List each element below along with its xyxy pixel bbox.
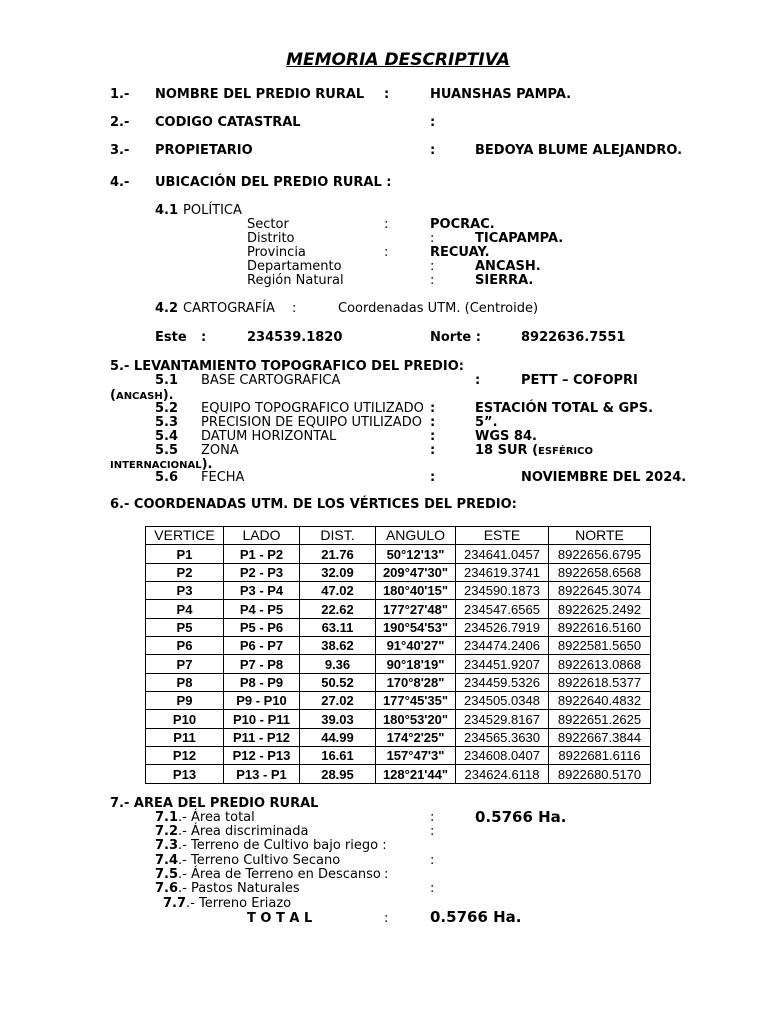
- area-row-7-6: [155, 882, 300, 895]
- section-2-colon: :: [430, 115, 436, 130]
- cell-dist: 44.99: [300, 728, 376, 746]
- distrito-colon: :: [430, 231, 435, 246]
- cell-dist: 38.62: [300, 637, 376, 655]
- zona-value-esferico: ESFÉRICO: [538, 446, 593, 457]
- cell-angulo: 90°18'19": [376, 655, 456, 673]
- cell-este: 234474.2406: [456, 637, 549, 655]
- table-row: [146, 618, 651, 636]
- zona-colon: :: [430, 443, 436, 458]
- departamento-value: ANCASH.: [475, 259, 541, 274]
- column-header-lado: LADO: [224, 527, 300, 545]
- este-value: 234539.1820: [247, 330, 343, 345]
- cell-este: 234624.6118: [456, 765, 549, 783]
- area-row-7-5-colon: :: [384, 867, 389, 882]
- table-row: [146, 710, 651, 728]
- table-row: [146, 563, 651, 581]
- cell-angulo: 180°40'15": [376, 582, 456, 600]
- area-total-value: 0.5766 Ha.: [475, 808, 567, 826]
- base-cartografica-value: PETT – COFOPRI: [521, 373, 638, 388]
- cell-este: 234529.8167: [456, 710, 549, 728]
- cell-angulo: 128°21'44": [376, 765, 456, 783]
- datum-value: WGS 84.: [475, 429, 537, 444]
- item-5-2-number: 5.2: [155, 401, 179, 416]
- item-5-4-number: 5.4: [155, 429, 179, 444]
- area-row-7-3-label: .- Terreno de Cultivo bajo riego :: [178, 838, 387, 853]
- distrito-label: Distrito: [247, 231, 295, 246]
- vertices-table-body: [146, 545, 651, 783]
- base-cartografica-open-paren: (: [110, 388, 116, 403]
- table-row: [146, 728, 651, 746]
- total-value: 0.5766 Ha.: [430, 908, 522, 926]
- fecha-label: FECHA: [201, 470, 245, 485]
- document-title: MEMORIA DESCRIPTIVA: [286, 50, 510, 70]
- cell-este: 234608.0407: [456, 747, 549, 765]
- cell-norte: 8922581.5650: [549, 637, 651, 655]
- cell-dist: 47.02: [300, 582, 376, 600]
- area-row-7-1-colon: :: [430, 810, 435, 825]
- zona-close-paren: ).: [201, 457, 213, 472]
- base-cartografica-region: ANCASH: [115, 391, 163, 402]
- section-7-heading: 7.- AREA DEL PREDIO RURAL: [110, 796, 319, 811]
- departamento-colon: :: [430, 259, 435, 274]
- region-natural-value: SIERRA.: [475, 273, 534, 288]
- cell-vertice: P13: [146, 765, 224, 783]
- cell-dist: 9.36: [300, 655, 376, 673]
- predio-name-value: HUANSHAS PAMPA.: [430, 87, 572, 102]
- table-row: [146, 655, 651, 673]
- table-row: [146, 747, 651, 765]
- base-cartografica-label: BASE CARTOGRAFICA: [201, 373, 341, 388]
- departamento-label: Departamento: [247, 259, 342, 274]
- cell-norte: 8922618.5377: [549, 673, 651, 691]
- cell-dist: 16.61: [300, 747, 376, 765]
- cell-este: 234505.0348: [456, 692, 549, 710]
- cartografia-colon: :: [292, 301, 297, 316]
- politica-number: 4.1: [155, 203, 179, 218]
- cell-vertice: P11: [146, 728, 224, 746]
- cell-lado: P10 - P11: [224, 710, 300, 728]
- cell-vertice: P4: [146, 600, 224, 618]
- area-row-7-5-number: 7.5: [155, 867, 179, 882]
- provincia-value: RECUAY.: [430, 245, 490, 260]
- cell-este: 234619.3741: [456, 563, 549, 581]
- cell-angulo: 157°47'3": [376, 747, 456, 765]
- cell-angulo: 177°27'48": [376, 600, 456, 618]
- zona-value: 18 SUR (ESFÉRICO: [475, 443, 593, 458]
- cell-este: 234451.9207: [456, 655, 549, 673]
- area-row-7-4-colon: :: [430, 853, 435, 868]
- section-3-number: 3.-: [110, 143, 130, 158]
- cell-norte: 8922681.6116: [549, 747, 651, 765]
- cell-norte: 8922616.5160: [549, 618, 651, 636]
- area-row-7-4: [155, 854, 340, 867]
- area-row-7-2-label: .- Área discriminada: [178, 824, 309, 839]
- vertices-table: [145, 526, 651, 784]
- table-header-row: [146, 527, 651, 545]
- zona-internacional: INTERNACIONAL: [110, 460, 202, 471]
- distrito-value: TICAPAMPA.: [475, 231, 564, 246]
- section-3-label: PROPIETARIO: [155, 143, 253, 158]
- area-row-7-7-number: 7.7: [163, 896, 187, 911]
- cell-angulo: 91°40'27": [376, 637, 456, 655]
- datum-label: DATUM HORIZONTAL: [201, 429, 337, 444]
- table-row: [146, 637, 651, 655]
- cartografia-label: CARTOGRAFÍA: [183, 301, 275, 316]
- area-row-7-6-colon: :: [430, 881, 435, 896]
- cell-vertice: P7: [146, 655, 224, 673]
- section-1-label: NOMBRE DEL PREDIO RURAL: [155, 87, 365, 102]
- datum-colon: :: [430, 429, 436, 444]
- norte-value: 8922636.7551: [521, 330, 626, 345]
- cell-angulo: 170°8'28": [376, 673, 456, 691]
- section-1-number: 1.-: [110, 87, 130, 102]
- cell-este: 234590.1873: [456, 582, 549, 600]
- equipo-colon: :: [430, 401, 436, 416]
- cell-dist: 28.95: [300, 765, 376, 783]
- area-row-7-1: [155, 811, 255, 824]
- total-colon: :: [384, 911, 389, 926]
- provincia-colon: :: [384, 245, 389, 260]
- cell-este: 234565.3630: [456, 728, 549, 746]
- cell-norte: 8922651.2625: [549, 710, 651, 728]
- cell-dist: 39.03: [300, 710, 376, 728]
- precision-value: 5”.: [475, 415, 498, 430]
- cell-este: 234526.7919: [456, 618, 549, 636]
- cell-vertice: P3: [146, 582, 224, 600]
- area-row-7-5: [155, 868, 381, 881]
- cell-vertice: P8: [146, 673, 224, 691]
- fecha-value: NOVIEMBRE DEL 2024.: [521, 470, 687, 485]
- cell-norte: 8922656.6795: [549, 545, 651, 563]
- area-row-7-4-label: .- Terreno Cultivo Secano: [178, 853, 341, 868]
- area-row-7-4-number: 7.4: [155, 853, 179, 868]
- cell-norte: 8922640.4832: [549, 692, 651, 710]
- provincia-label: Provincia: [247, 245, 306, 260]
- propietario-value: BEDOYA BLUME ALEJANDRO.: [475, 143, 683, 158]
- cell-dist: 50.52: [300, 673, 376, 691]
- cell-vertice: P2: [146, 563, 224, 581]
- section-3-colon: :: [430, 143, 436, 158]
- zona-label: ZONA: [201, 443, 239, 458]
- area-row-7-3-number: 7.3: [155, 838, 179, 853]
- area-row-7-2-colon: :: [430, 824, 435, 839]
- item-5-6-number: 5.6: [155, 470, 179, 485]
- sector-value: POCRAC.: [430, 217, 495, 232]
- sector-colon: :: [384, 217, 389, 232]
- equipo-label: EQUIPO TOPOGRAFICO UTILIZADO: [201, 401, 424, 416]
- cell-lado: P1 - P2: [224, 545, 300, 563]
- cell-este: 234641.0457: [456, 545, 549, 563]
- cell-vertice: P6: [146, 637, 224, 655]
- cell-angulo: 174°2'25": [376, 728, 456, 746]
- cell-norte: 8922658.6568: [549, 563, 651, 581]
- area-row-7-7-label: .- Terreno Eriazo: [186, 896, 292, 911]
- table-row: [146, 765, 651, 783]
- cell-vertice: P9: [146, 692, 224, 710]
- cell-lado: P13 - P1: [224, 765, 300, 783]
- cell-angulo: 50°12'13": [376, 545, 456, 563]
- area-row-7-6-label: .- Pastos Naturales: [178, 881, 300, 896]
- section-4-label: UBICACIÓN DEL PREDIO RURAL :: [155, 175, 392, 190]
- cell-lado: P8 - P9: [224, 673, 300, 691]
- cell-lado: P4 - P5: [224, 600, 300, 618]
- area-row-7-2-number: 7.2: [155, 824, 179, 839]
- cell-lado: P7 - P8: [224, 655, 300, 673]
- cell-dist: 32.09: [300, 563, 376, 581]
- cell-angulo: 177°45'35": [376, 692, 456, 710]
- cell-dist: 27.02: [300, 692, 376, 710]
- zona-value-main: 18 SUR: [475, 443, 528, 458]
- cartografia-value: Coordenadas UTM. (Centroide): [338, 301, 539, 316]
- base-cartografica-close-paren: ).: [162, 388, 174, 403]
- cell-vertice: P10: [146, 710, 224, 728]
- column-header-angulo: ANGULO: [376, 527, 456, 545]
- cell-dist: 22.62: [300, 600, 376, 618]
- section-2-number: 2.-: [110, 115, 130, 130]
- cell-norte: 8922680.5170: [549, 765, 651, 783]
- section-1-colon: :: [384, 87, 390, 102]
- cell-lado: P6 - P7: [224, 637, 300, 655]
- cell-lado: P2 - P3: [224, 563, 300, 581]
- column-header-vertice: VERTICE: [146, 527, 224, 545]
- area-row-7-1-number: 7.1: [155, 810, 179, 825]
- precision-label: PRECISION DE EQUIPO UTILIZADO: [201, 415, 422, 430]
- item-5-5-number: 5.5: [155, 443, 179, 458]
- cell-este: 234459.5326: [456, 673, 549, 691]
- cell-lado: P5 - P6: [224, 618, 300, 636]
- table-row: [146, 692, 651, 710]
- base-cartografica-colon: :: [475, 373, 481, 388]
- region-natural-label: Región Natural: [247, 273, 344, 288]
- item-5-3-number: 5.3: [155, 415, 179, 430]
- total-label: T O T A L: [247, 911, 313, 926]
- cell-angulo: 190°54'53": [376, 618, 456, 636]
- table-row: [146, 600, 651, 618]
- cell-dist: 21.76: [300, 545, 376, 563]
- section-2-label: CODIGO CATASTRAL: [155, 115, 301, 130]
- sector-label: Sector: [247, 217, 289, 232]
- cell-vertice: P12: [146, 747, 224, 765]
- area-row-7-6-number: 7.6: [155, 881, 179, 896]
- section-4-number: 4.-: [110, 175, 130, 190]
- area-row-7-2: [155, 825, 308, 838]
- cell-vertice: P5: [146, 618, 224, 636]
- cell-angulo: 209°47'30": [376, 563, 456, 581]
- section-6-heading: 6.- COORDENADAS UTM. DE LOS VÉRTICES DEL PREDIO:: [110, 497, 517, 512]
- politica-label: POLÍTICA: [183, 203, 242, 218]
- norte-label: Norte :: [430, 330, 481, 345]
- region-natural-colon: :: [430, 273, 435, 288]
- column-header-norte: NORTE: [549, 527, 651, 545]
- equipo-value: ESTACIÓN TOTAL & GPS.: [475, 401, 654, 416]
- table-row: [146, 545, 651, 563]
- cell-norte: 8922667.3844: [549, 728, 651, 746]
- cell-lado: P11 - P12: [224, 728, 300, 746]
- table-row: [146, 673, 651, 691]
- cell-dist: 63.11: [300, 618, 376, 636]
- cell-norte: 8922613.0868: [549, 655, 651, 673]
- este-colon: :: [201, 330, 207, 345]
- area-row-7-3: [155, 839, 387, 852]
- column-header-este: ESTE: [456, 527, 549, 545]
- este-label: Este: [155, 330, 187, 345]
- cell-norte: 8922625.2492: [549, 600, 651, 618]
- cell-este: 234547.6565: [456, 600, 549, 618]
- fecha-colon: :: [430, 470, 436, 485]
- cartografia-number: 4.2: [155, 301, 179, 316]
- area-row-7-5-label: .- Área de Terreno en Descanso: [178, 867, 381, 882]
- precision-colon: :: [430, 415, 436, 430]
- cell-lado: P12 - P13: [224, 747, 300, 765]
- section-5-heading: 5.- LEVANTAMIENTO TOPOGRAFICO DEL PREDIO:: [110, 359, 464, 374]
- cell-lado: P3 - P4: [224, 582, 300, 600]
- table-row: [146, 582, 651, 600]
- cell-angulo: 180°53'20": [376, 710, 456, 728]
- area-row-7-7: [163, 897, 291, 910]
- cell-vertice: P1: [146, 545, 224, 563]
- area-row-7-1-label: .- Área total: [178, 810, 255, 825]
- column-header-dist: DIST.: [300, 527, 376, 545]
- cell-norte: 8922645.3074: [549, 582, 651, 600]
- cell-lado: P9 - P10: [224, 692, 300, 710]
- item-5-1-number: 5.1: [155, 373, 179, 388]
